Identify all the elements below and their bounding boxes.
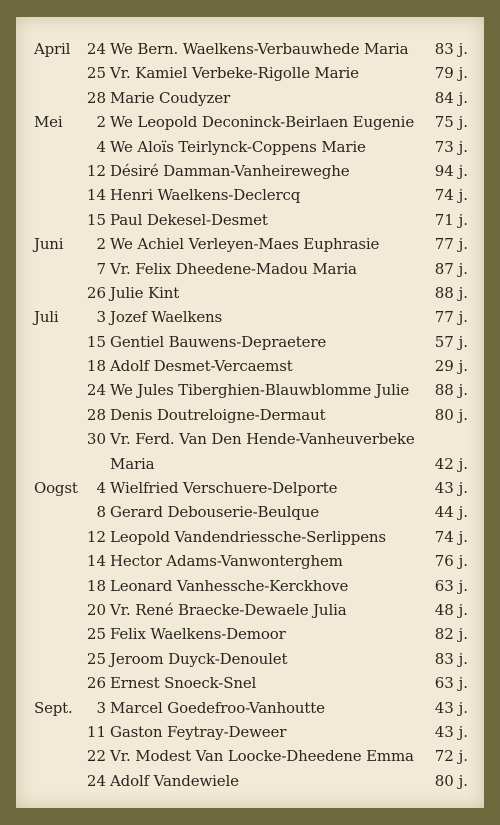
day-number: 14: [86, 552, 106, 571]
day-number: 25: [86, 649, 106, 668]
day-number: 20: [86, 600, 106, 619]
day-number: 28: [86, 88, 106, 107]
day-number: 12: [86, 527, 106, 546]
age-value: 43 j.: [434, 698, 468, 717]
day-number: 18: [86, 357, 106, 376]
person-name: Leonard Vanhessche-Kerckhove: [110, 576, 349, 595]
age-value: 87 j.: [434, 259, 468, 278]
age-value: 80 j.: [434, 771, 468, 790]
day-number: 15: [86, 210, 106, 229]
day-number: 8: [96, 503, 106, 522]
person-name: We Achiel Verleyen-Maes Euphrasie: [110, 235, 380, 254]
person-name: Henri Waelkens-Declercq: [110, 186, 301, 205]
list-item: [16, 403, 484, 427]
list-item: [16, 598, 484, 622]
day-number: 22: [86, 747, 106, 766]
person-name: Vr. René Braecke-Dewaele Julia: [110, 600, 347, 619]
age-value: 73 j.: [434, 137, 468, 156]
list-item: [16, 378, 484, 402]
age-value: 63 j.: [434, 674, 468, 693]
age-value: 77 j.: [434, 308, 468, 327]
list-item: [16, 574, 484, 598]
day-number: 26: [86, 674, 106, 693]
day-number: 3: [96, 308, 106, 327]
age-value: 83 j.: [434, 40, 468, 58]
list-item: [16, 549, 484, 573]
person-name: Hector Adams-Vanwonterghem: [110, 552, 343, 571]
age-value: 43 j.: [434, 722, 468, 741]
age-value: 75 j.: [434, 113, 468, 132]
list-item: [16, 61, 484, 85]
list-item: [16, 86, 484, 110]
day-number: 18: [86, 576, 106, 595]
age-value: 57 j.: [434, 332, 468, 351]
person-name: Wielfried Verschuere-Delporte: [110, 479, 338, 498]
month-label: Mei: [34, 113, 63, 132]
person-name: Jozef Waelkens: [110, 308, 223, 327]
person-name: Maria: [110, 454, 155, 473]
person-name: Leopold Vandendriessche-Serlippens: [110, 527, 386, 546]
person-name: We Bern. Waelkens-Verbauwhede Maria: [110, 40, 409, 58]
list-item: [16, 208, 484, 232]
age-value: 72 j.: [434, 747, 468, 766]
list-item: [16, 476, 484, 500]
list-item: [16, 305, 484, 329]
list-item: [16, 647, 484, 671]
month-label: Sept.: [34, 698, 73, 717]
person-name: Gentiel Bauwens-Depraetere: [110, 332, 327, 351]
age-value: 83 j.: [434, 649, 468, 668]
age-value: 44 j.: [434, 503, 468, 522]
month-label: Oogst: [34, 479, 78, 498]
list-item: [16, 452, 484, 476]
list-item: [16, 159, 484, 183]
age-value: 63 j.: [434, 576, 468, 595]
list-item: [16, 500, 484, 524]
deceased-list: [16, 37, 484, 793]
person-name: We Aloïs Teirlynck-Coppens Marie: [110, 137, 366, 156]
month-label: Juni: [34, 235, 64, 254]
person-name: Adolf Desmet-Vercaemst: [110, 357, 293, 376]
list-item: [16, 257, 484, 281]
list-item: [16, 622, 484, 646]
age-value: 79 j.: [434, 64, 468, 83]
day-number: 24: [86, 771, 106, 790]
person-name: Marcel Goedefroo-Vanhoutte: [110, 698, 325, 717]
day-number: 7: [96, 259, 106, 278]
person-name: Vr. Modest Van Loocke-Dheedene Emma: [110, 747, 414, 766]
day-number: 3: [96, 698, 106, 717]
day-number: 26: [86, 283, 106, 302]
list-item: [16, 525, 484, 549]
list-item: [16, 720, 484, 744]
day-number: 25: [86, 64, 106, 83]
age-value: 74 j.: [434, 527, 468, 546]
age-value: 77 j.: [434, 235, 468, 254]
person-name: Gaston Feytray-Deweer: [110, 722, 287, 741]
age-value: 74 j.: [434, 186, 468, 205]
day-number: 2: [96, 113, 106, 132]
list-item: [16, 696, 484, 720]
person-name: Jeroom Duyck-Denoulet: [110, 649, 288, 668]
day-number: 30: [86, 430, 106, 449]
age-value: 29 j.: [434, 357, 468, 376]
age-value: 88 j.: [434, 381, 468, 400]
day-number: 25: [86, 625, 106, 644]
age-value: 94 j.: [434, 161, 468, 180]
person-name: Vr. Ferd. Van Den Hende-Vanheuverbeke: [110, 430, 415, 449]
list-item: [16, 354, 484, 378]
age-value: 43 j.: [434, 479, 468, 498]
memorial-card: [16, 17, 484, 808]
list-item: [16, 281, 484, 305]
list-item: [16, 232, 484, 256]
list-item: [16, 110, 484, 134]
month-label: April: [34, 40, 71, 58]
list-item: [16, 37, 484, 61]
person-name: Désiré Damman-Vanheireweghe: [110, 161, 350, 180]
age-value: 71 j.: [434, 210, 468, 229]
month-label: Juli: [34, 308, 59, 327]
age-value: 84 j.: [434, 88, 468, 107]
list-item: [16, 183, 484, 207]
person-name: Felix Waelkens-Demoor: [110, 625, 286, 644]
person-name: Denis Doutreloigne-Dermaut: [110, 405, 326, 424]
age-value: 82 j.: [434, 625, 468, 644]
day-number: 4: [96, 479, 106, 498]
list-item: [16, 671, 484, 695]
person-name: Paul Dekesel-Desmet: [110, 210, 268, 229]
list-item: [16, 744, 484, 768]
age-value: 42 j.: [434, 454, 468, 473]
person-name: We Leopold Deconinck-Beirlaen Eugenie: [110, 113, 415, 132]
person-name: Marie Coudyzer: [110, 88, 231, 107]
person-name: Ernest Snoeck-Snel: [110, 674, 257, 693]
day-number: 15: [86, 332, 106, 351]
list-item: [16, 135, 484, 159]
person-name: Vr. Felix Dheedene-Madou Maria: [110, 259, 357, 278]
day-number: 11: [86, 722, 106, 741]
age-value: 80 j.: [434, 405, 468, 424]
person-name: Gerard Debouserie-Beulque: [110, 503, 319, 522]
day-number: 2: [96, 235, 106, 254]
day-number: 4: [96, 137, 106, 156]
person-name: Julie Kint: [110, 283, 180, 302]
age-value: 88 j.: [434, 283, 468, 302]
person-name: Adolf Vandewiele: [110, 771, 239, 790]
day-number: 24: [86, 381, 106, 400]
person-name: Vr. Kamiel Verbeke-Rigolle Marie: [110, 64, 359, 83]
person-name: We Jules Tiberghien-Blauwblomme Julie: [110, 381, 410, 400]
age-value: 76 j.: [434, 552, 468, 571]
age-value: 48 j.: [434, 600, 468, 619]
day-number: 12: [86, 161, 106, 180]
day-number: 28: [86, 405, 106, 424]
list-item: [16, 769, 484, 793]
list-item: [16, 330, 484, 354]
day-number: 14: [86, 186, 106, 205]
list-item: [16, 427, 484, 451]
day-number: 24: [86, 40, 106, 58]
